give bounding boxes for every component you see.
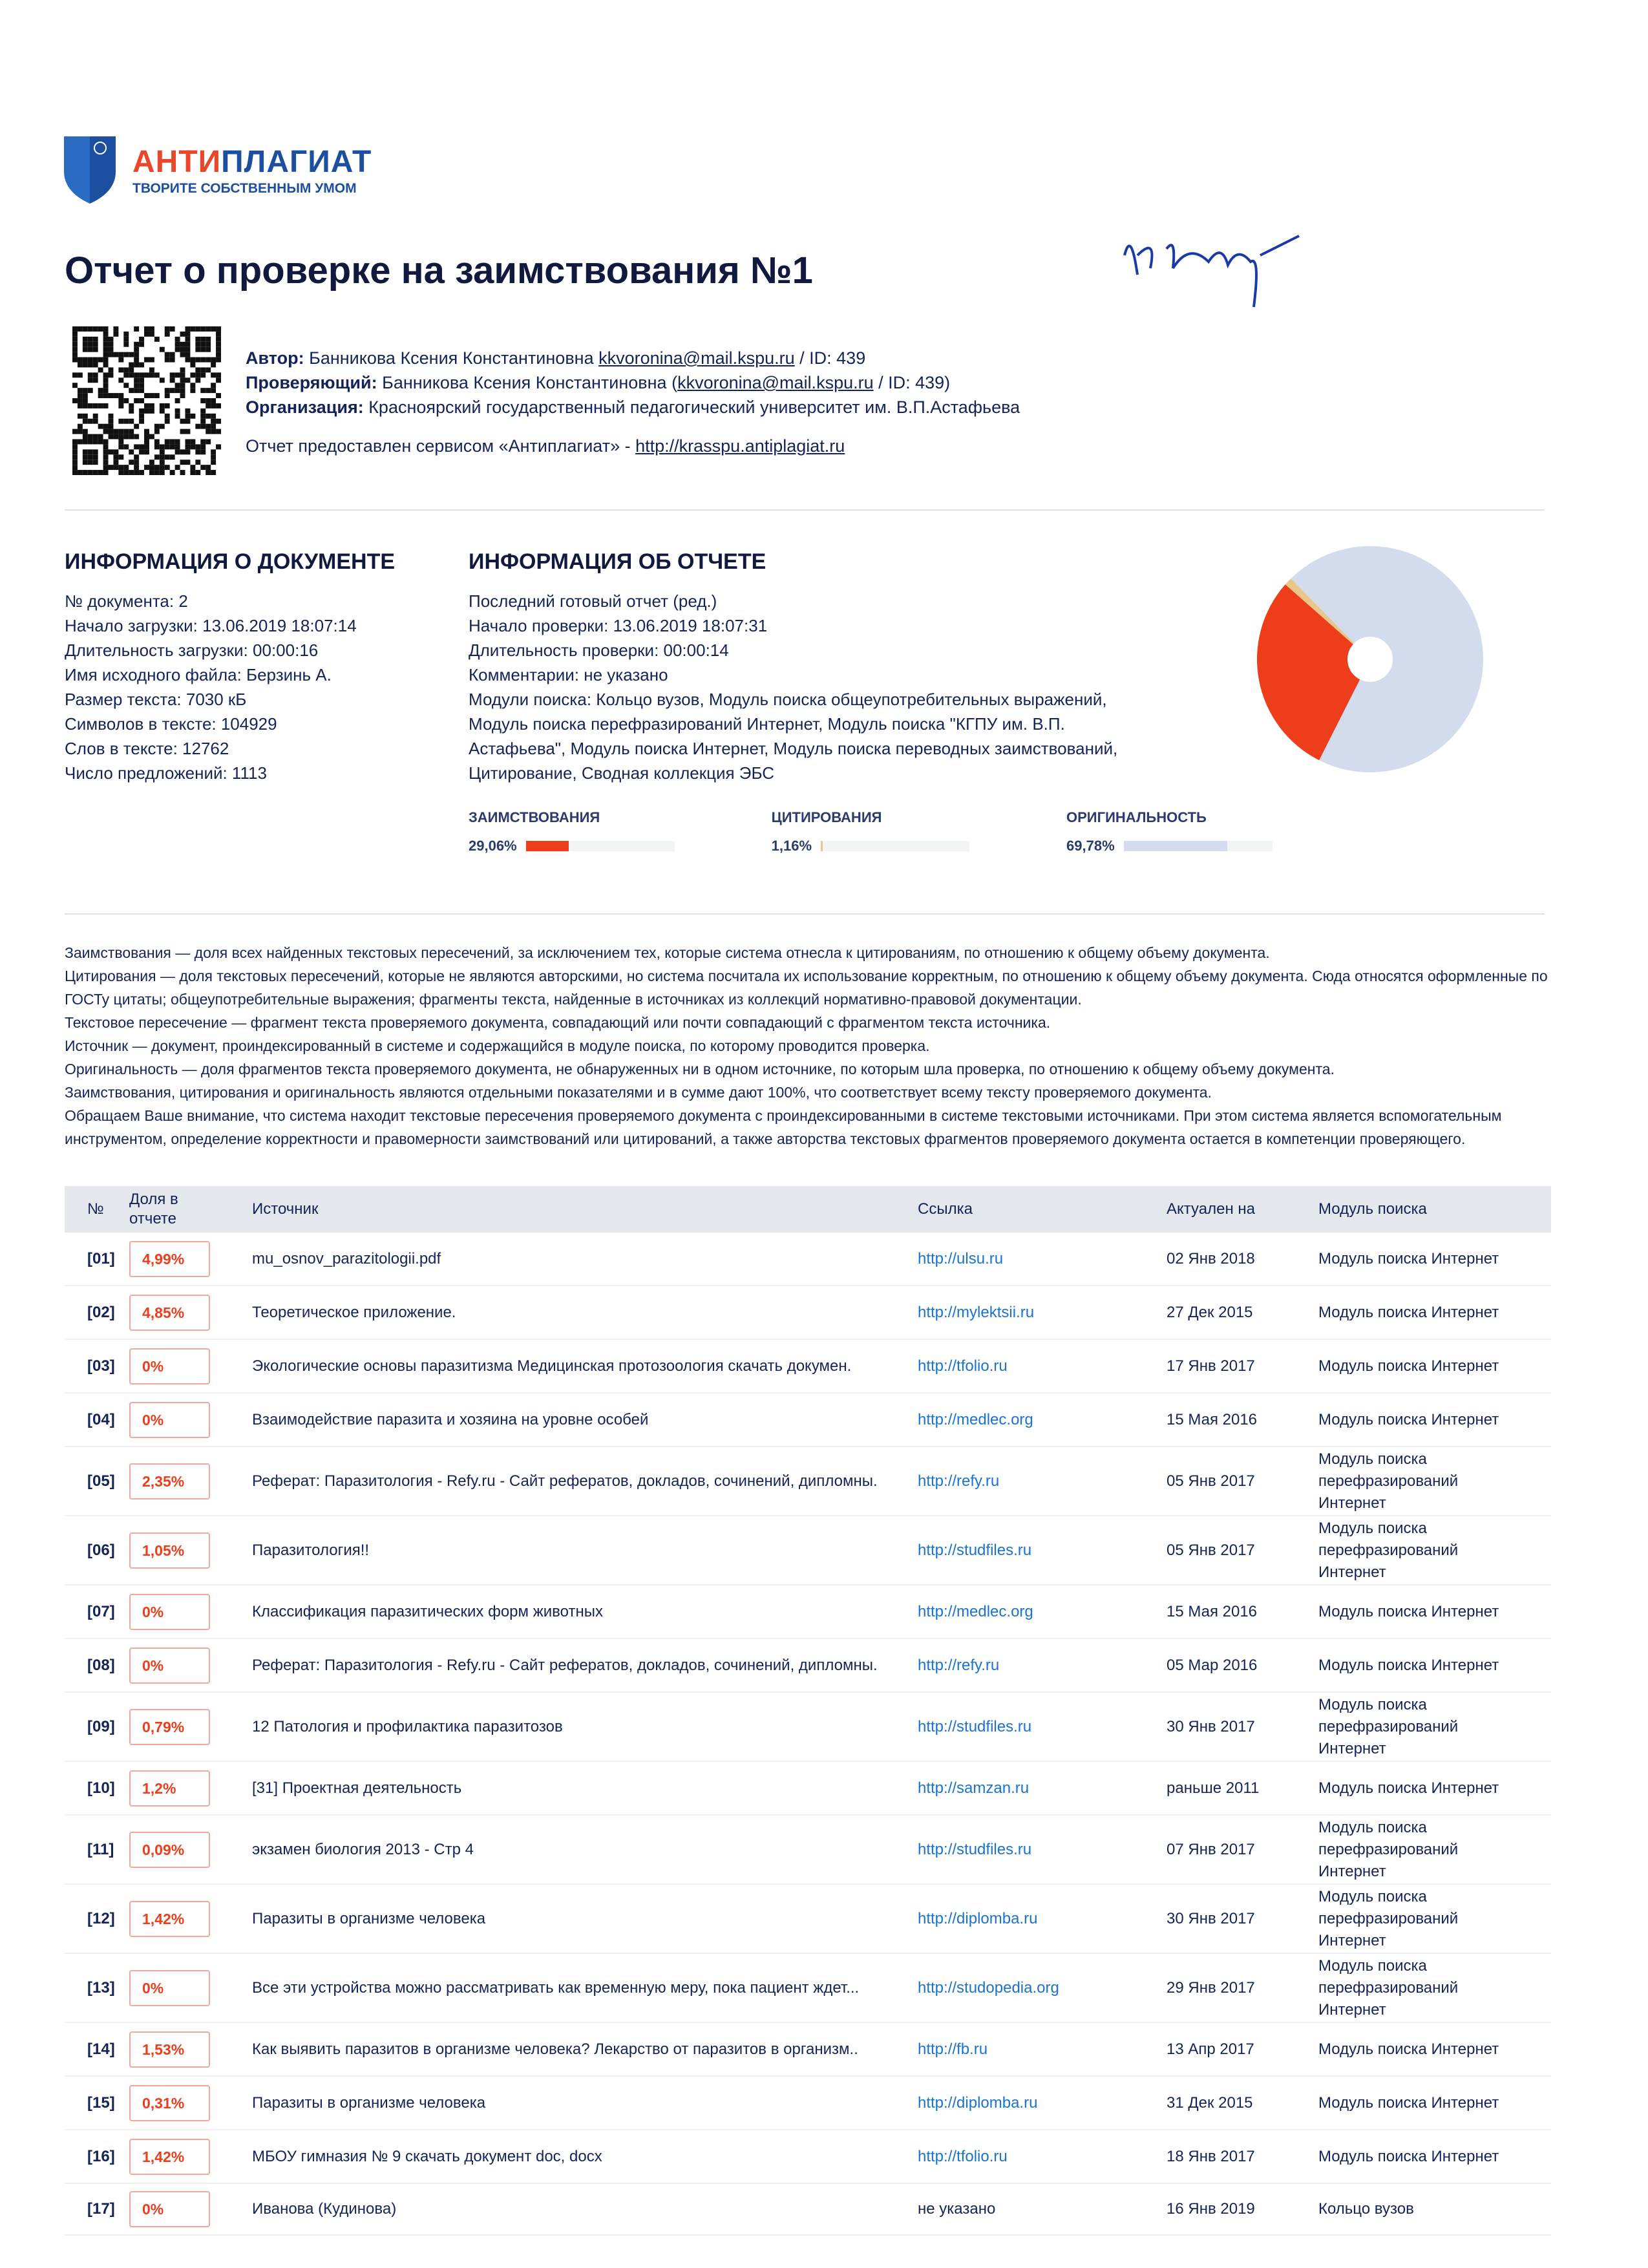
source-link[interactable]: http://studfiles.ru [918,1717,1032,1735]
table-row [65,1816,1551,1885]
source-title[interactable]: Все эти устройства можно рассматривать как временную меру, пока пациент ждет... [252,1978,860,1997]
share-cell [129,1402,252,1438]
source-title[interactable]: экзамен биология 2013 - Стр 4 [252,1840,474,1858]
info-line: Начало проверки: 13.06.2019 18:07:31 [469,616,768,635]
share-badge: 0,79% [129,1709,210,1745]
row-number: [13] [87,1978,115,1997]
divider [65,509,1545,511]
source-title[interactable]: mu_osnov_parazitologii.pdf [252,1249,441,1267]
report-info [469,549,1117,785]
share-cell [129,2139,252,2175]
source-link[interactable]: http://studfiles.ru [918,1840,1032,1858]
source-link: не указано [918,2200,996,2218]
source-title[interactable]: Теоретическое приложение. [252,1303,456,1321]
table-row [65,2077,1551,2130]
share-badge: 0% [129,1970,210,2006]
source-title[interactable]: Иванова (Кудинова) [252,2200,397,2218]
row-number: [03] [87,1357,115,1375]
share-cell [129,1648,252,1684]
row-number: [02] [87,1303,115,1321]
stat-row [1066,838,1273,854]
search-module: Модуль поиска перефразирований Интернет [1318,1956,1459,2019]
table-row [65,1693,1551,1762]
share-cell [129,1594,252,1630]
handwritten-signature [1112,217,1318,313]
source-title[interactable]: Паразиты в организме человека [252,2093,486,2112]
search-module: Модуль поиска Интернет [1318,1656,1499,1674]
search-module: Модуль поиска перефразирований Интернет [1318,1818,1459,1880]
document-info [65,549,395,785]
sources-table [65,1186,1551,2236]
share-badge: 0% [129,1594,210,1630]
row-number: [14] [87,2040,115,2058]
actual-date: 18 Янв 2017 [1167,2147,1255,2165]
table-row [65,2023,1551,2077]
stat-label: ЦИТИРОВАНИЯ [771,809,882,825]
table-row [65,2184,1551,2236]
row-number: [09] [87,1717,115,1735]
share-cell [129,1832,252,1868]
stat-label: ЗАИМСТВОВАНИЯ [469,809,600,825]
section-heading: ИНФОРМАЦИЯ ОБ ОТЧЕТЕ [469,549,766,574]
row-number: [06] [87,1541,115,1559]
actual-date: 05 Янв 2017 [1167,1472,1255,1490]
stat-0 [469,809,675,854]
stat-1 [772,809,969,854]
author-email-link[interactable]: kkvoronina@mail.kspu.ru [598,348,795,368]
info-line: Размер текста: 7030 кБ [65,690,247,709]
table-row [65,1639,1551,1693]
table-row [65,1394,1551,1447]
share-badge: 0% [129,1402,210,1438]
share-cell [129,1295,252,1331]
info-line: Начало загрузки: 13.06.2019 18:07:14 [65,616,357,635]
source-title[interactable]: Как выявить паразитов в организме человека? Лекарство от паразитов в организм.. [252,2040,858,2058]
section-heading: ИНФОРМАЦИЯ О ДОКУМЕНТЕ [65,549,396,574]
search-module: Модуль поиска Интернет [1318,1357,1499,1375]
stat-bar [821,841,969,851]
actual-date: 31 Дек 2015 [1167,2093,1253,2112]
share-cell [129,2031,252,2068]
row-number: [08] [87,1656,115,1674]
source-link[interactable]: http://fb.ru [918,2040,988,2058]
page-title: Отчет о проверке на заимствования №1 [65,249,813,291]
stat-row [772,838,969,854]
stat-row [469,838,675,854]
row-number: [01] [87,1249,115,1267]
definition-text: Оригинальность — доля фрагментов текста проверяемого документа, не обнаруженных ни в одном источнике, по которым шла проверка, по отношению к общему объему документа. [65,1061,1335,1077]
shield-icon [61,132,118,205]
share-cell [129,1970,252,2006]
source-link[interactable]: http://medlec.org [918,1602,1033,1620]
share-badge: 0% [129,1348,210,1384]
info-line: № документа: 2 [65,591,188,611]
row-number: [11] [87,1840,114,1858]
share-badge: 1,05% [129,1532,210,1569]
row-number: [15] [87,2093,115,2112]
table-row [65,1286,1551,1340]
table-row [65,1447,1551,1516]
stat-bar-fill [821,841,823,851]
stat-bar-fill [526,841,569,851]
actual-date: 30 Янв 2017 [1167,1717,1255,1735]
source-title[interactable]: Взаимодействие паразита и хозяина на уровне особей [252,1410,649,1428]
definition-text: Заимствования — доля всех найденных текстовых пересечений, за исключением тех, которые система отнесла к цитированиям, по отношению к общему объему документа. [65,944,1270,961]
source-link[interactable]: http://ulsu.ru [918,1249,1004,1267]
table-row [65,1762,1551,1816]
actual-date: 16 Янв 2019 [1167,2200,1255,2218]
qr-code [72,326,221,475]
stat-2 [1066,809,1273,854]
search-module: Модуль поиска Интернет [1318,1410,1499,1428]
definitions [65,941,1551,1150]
share-badge: 1,2% [129,1770,210,1807]
brand-slogan: ТВОРИТЕ СОБСТВЕННЫМ УМОМ [132,181,357,196]
row-number: [12] [87,1909,115,1927]
actual-date: 29 Янв 2017 [1167,1978,1255,1997]
originality-pie-chart [1254,543,1486,776]
info-line: Модули поиска: Кольцо вузов, Модуль поиска общеупотребительных выражений, [469,690,1107,709]
actual-date: 17 Янв 2017 [1167,1357,1255,1375]
source-title[interactable]: Классификация паразитических форм животных [252,1602,603,1620]
source-link[interactable]: http://refy.ru [918,1472,1000,1490]
definition-text: Цитирования — доля текстовых пересечений, которые не являются авторскими, но система посчитала их использование корректным, по отношению к общему объему документа. Сюда относятся оформленные по ГОСТу цитаты; общеупотребительные выражения; фрагменты текста, найденные в источниках из коллекций нормативно-правовой документации. [65,968,1548,1008]
row-number: [05] [87,1472,115,1490]
source-link[interactable]: http://mylektsii.ru [918,1303,1035,1321]
search-module: Модуль поиска Интернет [1318,1602,1499,1620]
info-line: Астафьева", Модуль поиска Интернет, Модуль поиска переводных заимствований, [469,739,1118,758]
info-line: Длительность загрузки: 00:00:16 [65,641,319,660]
actual-date: 02 Янв 2018 [1167,1249,1255,1267]
actual-date: 07 Янв 2017 [1167,1840,1255,1858]
row-number: [10] [87,1779,115,1797]
search-module: Модуль поиска Интернет [1318,1249,1499,1267]
actual-date: раньше 2011 [1167,1779,1260,1797]
stats-summary [469,809,1273,854]
share-badge: 4,85% [129,1295,210,1331]
share-badge: 0% [129,2191,210,2227]
search-module: Модуль поиска перефразирований Интернет [1318,1450,1459,1512]
actual-date: 27 Дек 2015 [1167,1303,1253,1321]
stat-bar-fill [1124,841,1227,851]
share-cell [129,1463,252,1500]
info-line: Комментарии: не указано [469,665,668,684]
share-cell [129,1532,252,1569]
source-title[interactable]: 12 Патология и профилактика паразитозов [252,1717,563,1735]
actual-date: 05 Мар 2016 [1167,1656,1258,1674]
search-module: Модуль поиска Интернет [1318,2093,1499,2112]
author-block: Автор: Банникова Ксения Константиновна kkvoronina@mail.kspu.ru / ID: 439 Проверяющий: Банникова Ксения Константиновна (kkvoronina@mail.kspu.ru / ID: 439) Организация: Красноярский государственный педагогический университет им. В.П.Астафьева Отчет предоставлен сервисом «Антиплагиат» - http://krasspu.antiplagiat.ru [246,348,1020,456]
share-badge: 1,53% [129,2031,210,2068]
stat-bar [1124,841,1273,851]
checker-email-link[interactable]: kkvoronina@mail.kspu.ru [677,373,874,392]
source-link[interactable]: http://tfolio.ru [918,2147,1008,2165]
share-cell [129,1348,252,1384]
info-line: Модуль поиска перефразирований Интернет, Модуль поиска "КГПУ им. В.П. [469,714,1065,734]
actual-date: 13 Апр 2017 [1167,2040,1254,2058]
info-line: Цитирование, Сводная коллекция ЭБС [469,763,775,783]
info-line: Последний готовый отчет (ред.) [469,591,717,611]
stat-value: 29,06% [469,838,517,854]
info-line: Имя исходного файла: Берзинь А. [65,665,332,684]
share-badge: 0,09% [129,1832,210,1868]
source-link[interactable]: http://tfolio.ru [918,1357,1008,1375]
info-line: Длительность проверки: 00:00:14 [469,641,729,660]
stat-value: 69,78% [1066,838,1115,854]
share-cell [129,2085,252,2121]
share-cell [129,1709,252,1745]
source-title[interactable]: Паразитология!! [252,1541,370,1559]
share-cell [129,1901,252,1937]
table-header: № Доля в отчете Источник Ссылка Актуален на Модуль поиска [65,1186,1551,1233]
search-module: Кольцо вузов [1318,2200,1414,2218]
share-badge: 2,35% [129,1463,210,1500]
search-module: Модуль поиска перефразирований Интернет [1318,1887,1459,1949]
share-cell [129,1770,252,1807]
row-number: [04] [87,1410,115,1428]
brand-name: АНТИПЛАГИАТ [132,145,372,179]
divider [65,913,1545,915]
definition-text: Заимствования, цитирования и оригинальность являются отдельными показателями и в сумме дают 100%, что соответствует всему тексту проверяемого документа. [65,1084,1212,1101]
table-row [65,2130,1551,2184]
share-badge: 1,42% [129,1901,210,1937]
row-number: [16] [87,2147,115,2165]
search-module: Модуль поиска Интернет [1318,1303,1499,1321]
actual-date: 30 Янв 2017 [1167,1909,1255,1927]
source-link[interactable]: http://refy.ru [918,1656,1000,1674]
table-row [65,1885,1551,1954]
antiplagiat-logo [61,132,372,205]
row-number: [17] [87,2200,115,2218]
info-line: Слов в тексте: 12762 [65,739,229,758]
source-title[interactable]: Паразиты в организме человека [252,1909,486,1927]
share-cell [129,1241,252,1277]
share-badge: 0,31% [129,2085,210,2121]
search-module: Модуль поиска Интернет [1318,1779,1499,1797]
share-cell [129,2191,252,2227]
service-link[interactable]: http://krasspu.antiplagiat.ru [635,436,845,456]
table-row [65,1585,1551,1639]
search-module: Модуль поиска Интернет [1318,2040,1499,2058]
row-number: [07] [87,1602,115,1620]
definition-text: Текстовое пересечение — фрагмент текста проверяемого документа, совпадающий или почти совпадающий с фрагментом текста источника. [65,1014,1051,1031]
definition-text: Источник — документ, проиндексированный в системе и содержащийся в модуле поиска, по которому проводится проверка. [65,1037,930,1054]
definition-text: Обращаем Ваше внимание, что система находит текстовые пересечения проверяемого документа с проиндексированными в системе текстовыми источниками. При этом система является вспомогательным инструментом, определение корректности и правомерности заимствований или цитирований, а также авторства текстовых фрагментов проверяемого документа остается в компетенции проверяющего. [65,1107,1502,1147]
info-line: Число предложений: 1113 [65,763,267,783]
info-line: Символов в тексте: 104929 [65,714,277,734]
share-badge: 0% [129,1648,210,1684]
actual-date: 05 Янв 2017 [1167,1541,1255,1559]
table-row [65,1954,1551,2023]
search-module: Модуль поиска перефразирований Интернет [1318,1519,1459,1581]
table-row [65,1233,1551,1286]
source-link[interactable]: http://diplomba.ru [918,1909,1038,1927]
share-badge: 1,42% [129,2139,210,2175]
source-link[interactable]: http://studopedia.org [918,1978,1059,1997]
source-link[interactable]: http://samzan.ru [918,1779,1030,1797]
actual-date: 15 Мая 2016 [1167,1410,1258,1428]
stat-bar [526,841,675,851]
search-module: Модуль поиска Интернет [1318,2147,1499,2165]
source-title[interactable]: МБОУ гимназия № 9 скачать документ doc, docx [252,2147,602,2165]
source-link[interactable]: http://studfiles.ru [918,1541,1032,1559]
stat-label: ОРИГИНАЛЬНОСТЬ [1066,809,1207,825]
source-title[interactable]: Экологические основы паразитизма Медицинская протозоология скачать докумен. [252,1357,852,1375]
source-link[interactable]: http://diplomba.ru [918,2093,1038,2112]
actual-date: 15 Мая 2016 [1167,1602,1258,1620]
table-row [65,1340,1551,1394]
stat-value: 1,16% [771,838,812,854]
search-module: Модуль поиска перефразирований Интернет [1318,1695,1459,1757]
source-title[interactable]: Реферат: Паразитология - Refy.ru - Сайт рефератов, докладов, сочинений, дипломны. [252,1656,878,1674]
share-badge: 4,99% [129,1241,210,1277]
source-link[interactable]: http://medlec.org [918,1410,1033,1428]
source-title[interactable]: Реферат: Паразитология - Refy.ru - Сайт рефератов, докладов, сочинений, дипломны. [252,1472,878,1490]
source-title[interactable]: [31] Проектная деятельность [252,1779,462,1797]
table-row [65,1516,1551,1585]
